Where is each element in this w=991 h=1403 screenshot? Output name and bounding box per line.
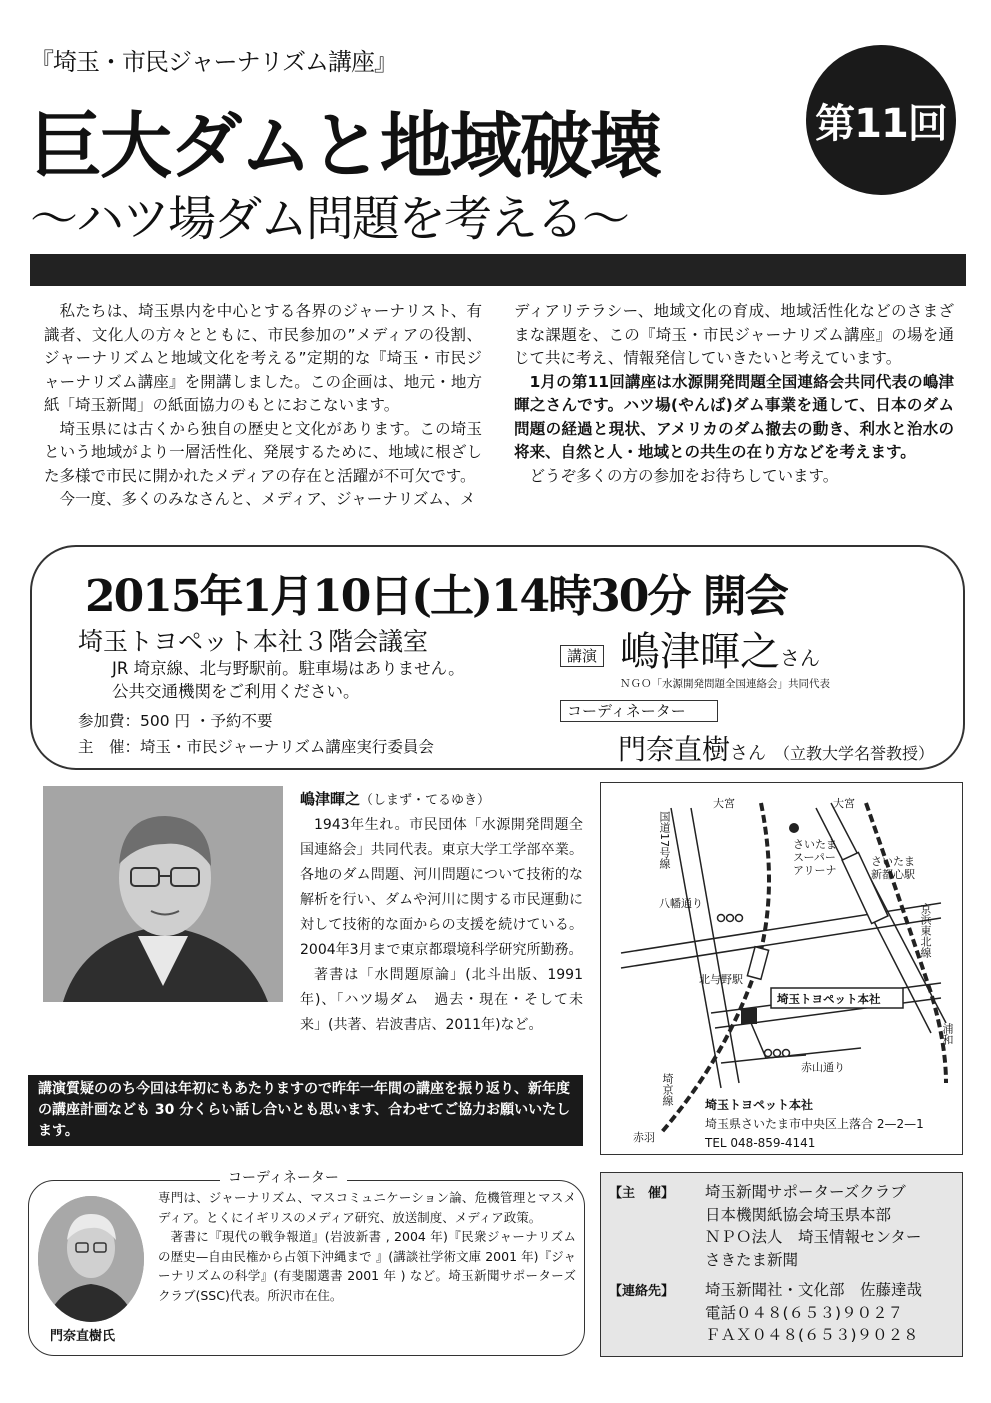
lecturer-photo [43, 786, 283, 1002]
lecturer-affiliation: ＮＧＯ「水源開発問題全国連絡会」共同代表 [620, 678, 830, 690]
notice-box: 講演質疑ののち今回は年初にもあたりますので昨年一年間の講座を振り返り、新年度の講座計画なども 30 分くらい話し合いとも思います、合わせてご協力お願いいたします。 [28, 1075, 583, 1146]
host-list [705, 1181, 921, 1271]
subtitle: 〜ハツ場ダム問題を考える〜 [30, 191, 629, 247]
event-organizer: 主 催：埼玉・市民ジャーナリズム講座実行委員会 [78, 738, 434, 756]
lecturer-bio-reading: （しまず・てるゆき） [360, 793, 491, 808]
map-info [705, 1096, 924, 1153]
coordinator-name-text: 門奈直樹 [618, 733, 731, 766]
coordinator-tag: コーディネーター [560, 700, 718, 722]
host-item: 埼玉新聞サポーターズクラブ [705, 1183, 906, 1201]
intro-paragraph: 今一度、多くのみなさんと、メディア、ジャーナリズム、メ [59, 490, 476, 508]
coordinator-title: （立教大学名誉教授） [774, 744, 935, 763]
host-label: 【主 催】 [609, 1186, 675, 1201]
coordinator-bio-paragraph: 専門は、ジャーナリズム、マスコミュニケーション論、危機管理とマスメディア。とくにイギリスのメディア研究、放送制度、メディア政策。 [158, 1190, 576, 1225]
host-item: 日本機関紙協会埼玉県本部 [705, 1205, 892, 1224]
coordinator-honorific: さん [730, 743, 767, 764]
event-fee-organizer [78, 708, 434, 760]
intro-paragraph: 私たちは、埼玉県内を中心とする各界のジャーナリスト、有識者、文化人の方々とともに、市民参加の”メディアの役割、ジャーナリズムと地域文化を考える”定期的な『埼玉・市民ジャーナリズム講座』を開講しました。この企画は、地元・地方紙「埼玉新聞」の紙面協力のもとにおこないます。 [44, 302, 482, 414]
map-label-omiya: 大宮 [713, 797, 735, 810]
map-label-keihin: 京浜東北線 [919, 903, 932, 958]
event-venue: 埼玉トヨペット本社３階会議室 [78, 627, 429, 656]
host-item: ＮＰＯ法人 埼玉情報センター [705, 1228, 922, 1246]
map-info-name: 埼玉トヨペット本社 [705, 1098, 814, 1112]
map-info-address: 埼玉県さいたま市中央区上落合 2—2—1 [705, 1117, 924, 1131]
lecturer-bio-paragraph: 著書は「水問題原論」(北斗出版、1991年)、「ハツ場ダム 過去・現在・そして未来」(共著、岩波書店、2011年)など。 [300, 967, 583, 1033]
coordinator-bio-paragraph: 著書に『現代の戦争報道』(岩波新書 , 2004 年)『民衆ジャーナリズムの歴史—自由民権から占領下沖縄まで 』(講談社学術文庫 2001 年)『ジャーナリズムの科学』(有斐閣選書 2001 年 ) など。埼玉新聞サポーターズクラブ(SSC)代表。所沢市在住。 [158, 1229, 576, 1303]
map-label-urawa: 浦和 [941, 1023, 954, 1045]
map-label-hachiman: 八幡通り [659, 897, 703, 910]
host-item: さきたま新聞 [705, 1250, 799, 1269]
title-divider-bar [30, 254, 966, 286]
lecturer-honorific: さん [780, 646, 820, 670]
coordinator-photo [38, 1196, 144, 1322]
contact-item: 埼玉新聞社・文化部 佐藤達哉 [705, 1281, 923, 1299]
lecturer-name-text: 嶋津暉之 [620, 629, 780, 675]
lecturer-name [620, 620, 820, 677]
lecturer-tag-wrap [560, 645, 604, 667]
lecturer-bio-name-text: 嶋津暉之 [300, 790, 361, 808]
event-access [112, 657, 465, 703]
intro-paragraph: ディアリテラシー、地域文化の育成、地域活性化などのさまざまな課題を、この『埼玉・市民ジャーナリズム講座』の場を通じて共に考え、情報発信していきたいと考えています。 [514, 302, 954, 367]
map-label-shintoshin: さいたま 新都心駅 [871, 855, 915, 881]
map-label-arena: さいたま スーパー アリーナ [793, 838, 837, 877]
organizer-box [600, 1172, 963, 1357]
lecturer-tag: 講演 [560, 645, 604, 667]
map-label-kitayono: 北与野駅 [699, 973, 743, 986]
session-badge: 第11回 [806, 45, 956, 195]
map-label-saikyo: 埼京線 [661, 1073, 674, 1106]
contact-item: 電話０４８(６５３)９０２７ [705, 1303, 904, 1322]
contact-item: ＦＡＸ０４８(６５３)９０２８ [705, 1326, 919, 1344]
contact-list [705, 1279, 922, 1347]
lecturer-bio [300, 787, 583, 1038]
lecturer-bio-name [300, 787, 583, 813]
contact-label: 【連絡先】 [609, 1284, 675, 1299]
intro-left-column [44, 300, 482, 512]
intro-closing: どうぞ多くの方の参加をお待ちしています。 [529, 466, 839, 485]
map-label-akabane: 赤羽 [633, 1131, 655, 1144]
lecturer-bio-paragraph: 1943年生れ。市民団体「水源開発問題全国連絡会」共同代表。東京大学工学部卒業。各地のダム問題、河川問題について技術的な解析を行い、ダムや河川に関する市民運動に対して技術的な面からの支援を続けている。2004年3月まで東京都環境科学研究所勤務。 [300, 817, 583, 958]
map-label-akayama: 赤山通り [801, 1061, 845, 1074]
coordinator-heading: コーディネーター [220, 1167, 347, 1187]
access-line: JR 埼京線、北与野駅前。駐車場はありません。 [112, 659, 465, 678]
map-info-tel: TEL 048-859-4141 [705, 1136, 816, 1150]
coordinator-name [618, 728, 934, 768]
map-label-route17: 国道17号線 [658, 811, 671, 869]
main-title: 巨大ダムと地域破壊 [30, 103, 661, 188]
intro-lecture-summary: 1月の第11回講座は水源開発問題全国連絡会共同代表の嶋津暉之さんです。ハツ場(やんば)ダム事業を通して、日本のダム問題の経過と現状、アメリカのダム撤去の動き、利水と治水の将来、自然と人・地域との共生の在り方などを考えます。 [514, 372, 954, 461]
intro-paragraph: 埼玉県には古くから独自の歴史と文化があります。この埼玉という地域がより一層活性化、発展するために、地域に根ざした多様で市民に開かれたメディアの存在と活躍が不可欠です。 [44, 419, 482, 485]
map-label-omiya: 大宮 [833, 797, 855, 810]
event-fee: 参加費：500 円 ・予約不要 [78, 712, 273, 730]
event-date: 2015年1月10日(土)14時30分 開会 [85, 571, 787, 622]
coordinator-bio [158, 1188, 576, 1305]
map-label-toyopet: 埼玉トヨペット本社 [777, 992, 881, 1006]
coordinator-tag-wrap [560, 700, 718, 722]
intro-right-column [514, 300, 954, 488]
series-title: 『埼玉・市民ジャーナリズム講座』 [30, 48, 398, 76]
coordinator-caption: 門奈直樹氏 [50, 1329, 116, 1344]
access-line: 公共交通機関をご利用ください。 [112, 682, 360, 701]
